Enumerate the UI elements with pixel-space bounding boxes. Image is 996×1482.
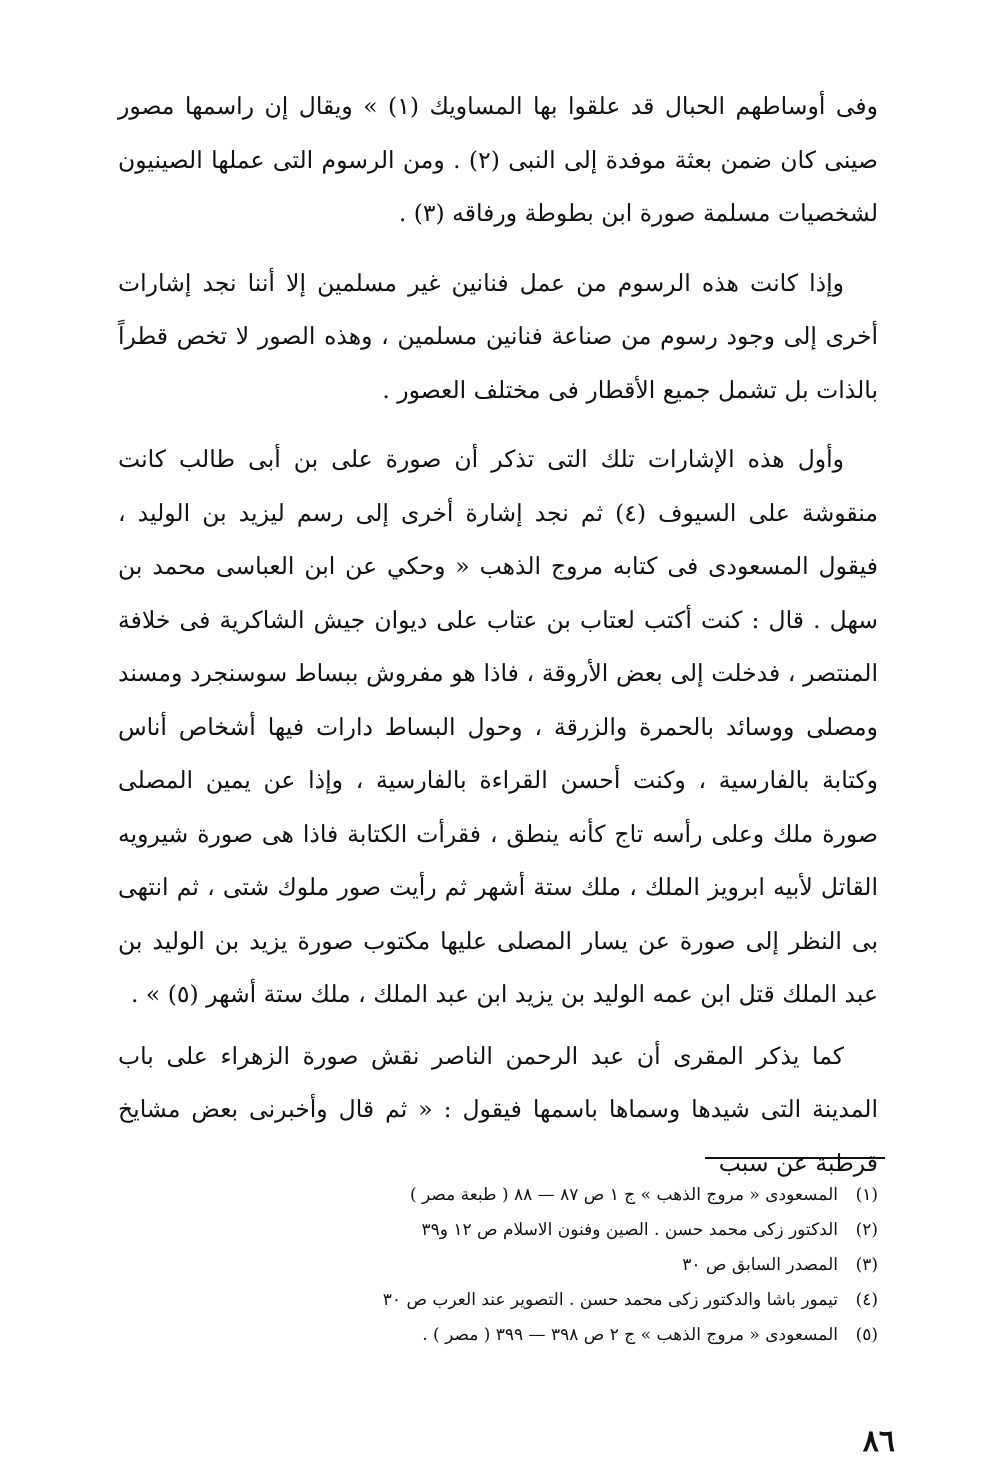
footnotes [180, 1178, 878, 1353]
footnote-number: (٣) [855, 1255, 878, 1275]
footnote-3 [180, 1248, 878, 1283]
footnote-1 [180, 1178, 878, 1213]
footnote-separator [705, 1157, 885, 1159]
footnote-number: (٤) [855, 1290, 878, 1310]
footnote-text: المصدر السابق ص ٣٠ [682, 1255, 838, 1275]
body-text [118, 80, 878, 1206]
footnote-number: (٥) [855, 1325, 878, 1345]
footnote-text: المسعودى « مروج الذهب » ج ٢ ص ٣٩٨ — ٣٩٩ ( مصر ) . [422, 1325, 838, 1345]
paragraph-1: وفى أوساطهم الحبال قد علقوا بها المساويك (١) » ويقال إن راسمها مصور صينى كان ضمن بعثة موفدة إلى النبى (٢) . ومن الرسوم التى عملها الصينيون لشخصيات مسلمة صورة ابن بطوطة ورفاقه (٣) . [118, 92, 878, 227]
footnote-2 [180, 1213, 878, 1248]
paragraph-3: وأول هذه الإشارات تلك التى تذكر أن صورة على بن أبى طالب كانت منقوشة على السيوف (٤) ثم نجد إشارة أخرى إلى رسم ليزيد بن الوليد ، فيقول المسعودى فى كتابه مروج الذهب « وحكي عن ابن العباسى محمد بن سهل . قال : كنت أكتب لعتاب بن عتاب على ديوان جيش الشاكرية فى خلافة المنتصر ، فدخلت إلى بعض الأروقة ، فاذا هو مفروش ببساط سوسنجرد ومسند ومصلى ووسائد بالحمرة والزرقة ، وحول البساط دارات فيها أشخاص أناس وكتابة بالفارسية ، وكنت أحسن القراءة بالفارسية ، وإذا عن يمين المصلى صورة ملك وعلى رأسه تاج كأنه ينطق ، فقرأت الكتابة فاذا هى صورة شيرويه القاتل لأبيه ابرويز الملك ، ملك ستة أشهر ثم رأيت صور ملوك شتى ، ثم انتهى بى النظر إلى صورة عن يسار المصلى عليها مكتوب صورة يزيد بن الوليد بن عبد الملك قتل ابن عمه الوليد بن يزيد ابن عبد الملك ، ملك ستة أشهر (٥) » . [118, 445, 878, 1008]
footnote-number: (١) [855, 1185, 878, 1205]
footnote-4 [180, 1283, 878, 1318]
paragraph-4: كما يذكر المقرى أن عبد الرحمن الناصر نقش صورة الزهراء على باب المدينة التى شيدها وسماها باسمها فيقول : « ثم قال وأخبرنى بعض مشايخ قرطبة عن سبب [118, 1041, 878, 1177]
footnote-text: تيمور باشا والدكتور زكى محمد حسن . التصوير عند العرب ص ٣٠ [382, 1290, 838, 1310]
footnote-text: المسعودى « مروج الذهب » ج ١ ص ٨٧ — ٨٨ ( طبعة مصر ) [409, 1185, 838, 1205]
footnote-number: (٢) [855, 1220, 878, 1240]
footnote-5 [180, 1318, 878, 1353]
footnote-text: الدكتور زكى محمد حسن . الصين وفنون الاسلام ص ١٢ و٣٩ [421, 1220, 838, 1240]
paragraph-2: وإذا كانت هذه الرسوم من عمل فنانين غير مسلمين إلا أننا نجد إشارات أخرى إلى وجود رسوم من صناعة فنانين مسلمين ، وهذه الصور لا تخص قطراً بالذات بل تشمل جميع الأقطار فى مختلف العصور . [118, 268, 879, 404]
page-number: ٨٦ [862, 1424, 895, 1459]
